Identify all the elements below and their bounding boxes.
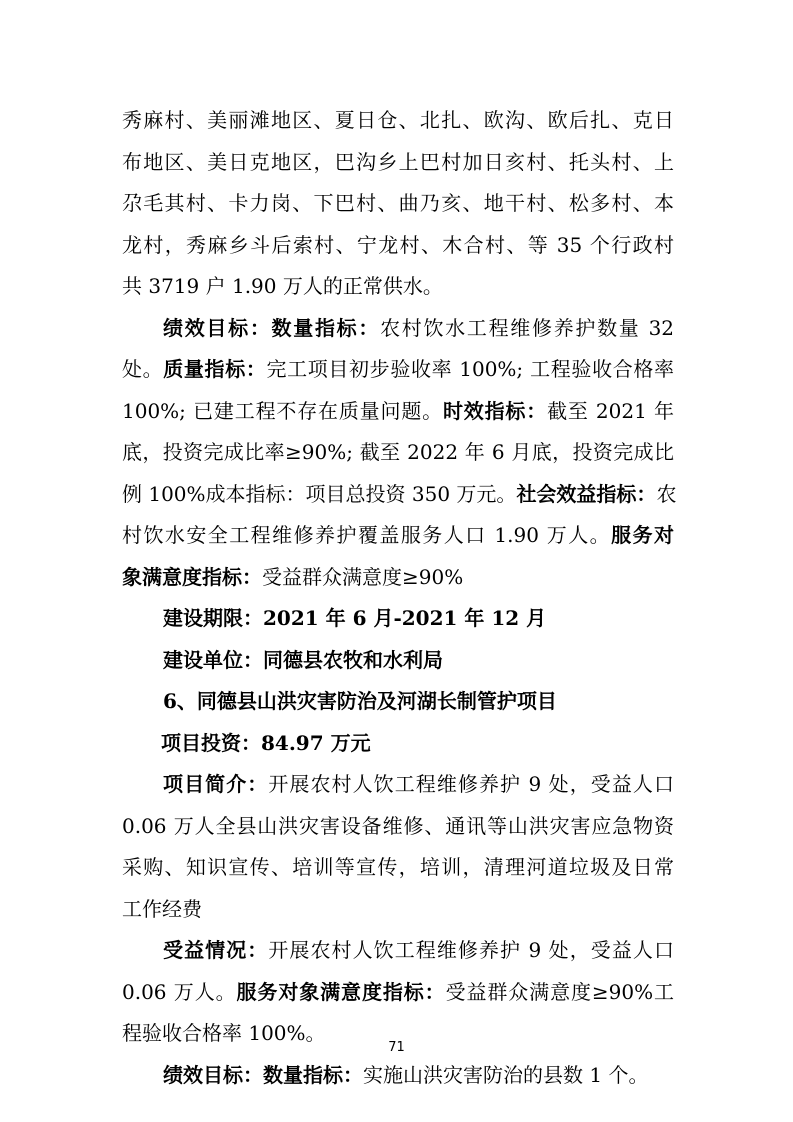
construction-period: 建设期限：2021 年 6 月-2021 年 12 月 xyxy=(163,606,547,630)
paragraph-line: 龙村，秀麻乡斗后索村、宁龙村、木合村、等 35 个行政村 xyxy=(122,232,674,257)
benefit-text: 0.06 万人。 xyxy=(122,979,237,1004)
intro-label: 项目简介： xyxy=(163,772,269,796)
page-number: 71 xyxy=(388,1040,405,1055)
perf-target-line: 底，投资完成比率≥90%; 截至 2022 年 6 月底，投资完成比 xyxy=(122,440,674,464)
benefit-text: 受益群众满意度≥90%工 xyxy=(445,979,675,1004)
perf-text: 处。 xyxy=(122,357,164,381)
paragraph-line: 布地区、美日克地区，巴沟乡上巴村加日亥村、托头村、上 xyxy=(122,149,674,174)
perf-text: 实施山洪灾害防治的县数 1 个。 xyxy=(363,1062,649,1087)
paragraph-line: 尕毛其村、卡力岗、下巴村、曲乃亥、地干村、松多村、本 xyxy=(122,191,674,215)
perf-text: 截至 2021 年 xyxy=(547,398,674,423)
quantity-label: 数量指标： xyxy=(271,315,381,340)
intro-text: 开展农村人饮工程维修养护 9 处，受益人口 xyxy=(268,772,674,796)
intro-line: 工作经费 xyxy=(122,896,202,921)
satisfaction-label: 象满意度指标： xyxy=(122,564,262,589)
perf-target-line xyxy=(122,1055,674,1097)
benefit-line: 程验收合格率 100%。 xyxy=(122,1021,326,1045)
perf-text: 100%; 已建工程不存在质量问题。 xyxy=(122,398,443,423)
benefit-text: 开展农村人饮工程维修养护 9 处，受益人口 xyxy=(268,938,674,962)
intro-line xyxy=(122,764,674,806)
social-benefit-label: 社会效益指标： xyxy=(516,481,657,506)
satisfaction-label: 服务对象满意度指标： xyxy=(236,979,446,1004)
perf-text: 受益群众满意度≥90% xyxy=(262,564,464,589)
benefit-label: 受益情况： xyxy=(163,938,269,962)
intro-line: 0.06 万人全县山洪灾害设备维修、通讯等山洪灾害应急物资 xyxy=(122,813,674,838)
paragraph-line: 共 3719 户 1.90 万人的正常供水。 xyxy=(122,274,443,298)
perf-target-line xyxy=(122,474,677,516)
perf-target-line xyxy=(122,308,674,350)
construction-unit: 建设单位：同德县农牧和水利局 xyxy=(163,647,443,672)
section-title: 6、同德县山洪灾害防治及河湖长制管护项目 xyxy=(163,689,557,713)
perf-text: 农 xyxy=(656,481,677,506)
benefit-line xyxy=(122,972,674,1014)
quantity-label: 数量指标： xyxy=(263,1062,363,1087)
perf-target-label: 绩效目标： xyxy=(163,315,272,340)
document-page xyxy=(122,100,677,1096)
perf-target-line xyxy=(122,349,674,391)
perf-text: 例 100%成本指标：项目总投资 350 万元。 xyxy=(122,481,517,506)
intro-line: 采购、知识宣传、培训等宣传，培训，清理河道垃圾及日常 xyxy=(122,855,674,879)
project-investment: 项目投资：84.97 万元 xyxy=(161,730,371,755)
perf-target-line xyxy=(122,391,674,433)
paragraph-line: 秀麻村、美丽滩地区、夏日仓、北扎、欧沟、欧后扎、克日 xyxy=(122,108,674,132)
timeliness-label: 时效指标： xyxy=(442,398,548,423)
perf-text: 村饮水安全工程维修养护覆盖服务人口 1.90 万人。 xyxy=(122,523,612,547)
benefit-line xyxy=(122,930,674,972)
quality-label: 质量指标： xyxy=(163,357,267,381)
perf-target-label: 绩效目标： xyxy=(163,1062,263,1087)
perf-target-line xyxy=(122,557,674,599)
satisfaction-label: 服务对 xyxy=(611,523,675,547)
perf-text: 农村饮水工程维修养护数量 32 xyxy=(380,315,675,340)
perf-text: 完工项目初步验收率 100%; 工程验收合格率 xyxy=(266,357,674,381)
perf-target-line xyxy=(122,515,674,557)
